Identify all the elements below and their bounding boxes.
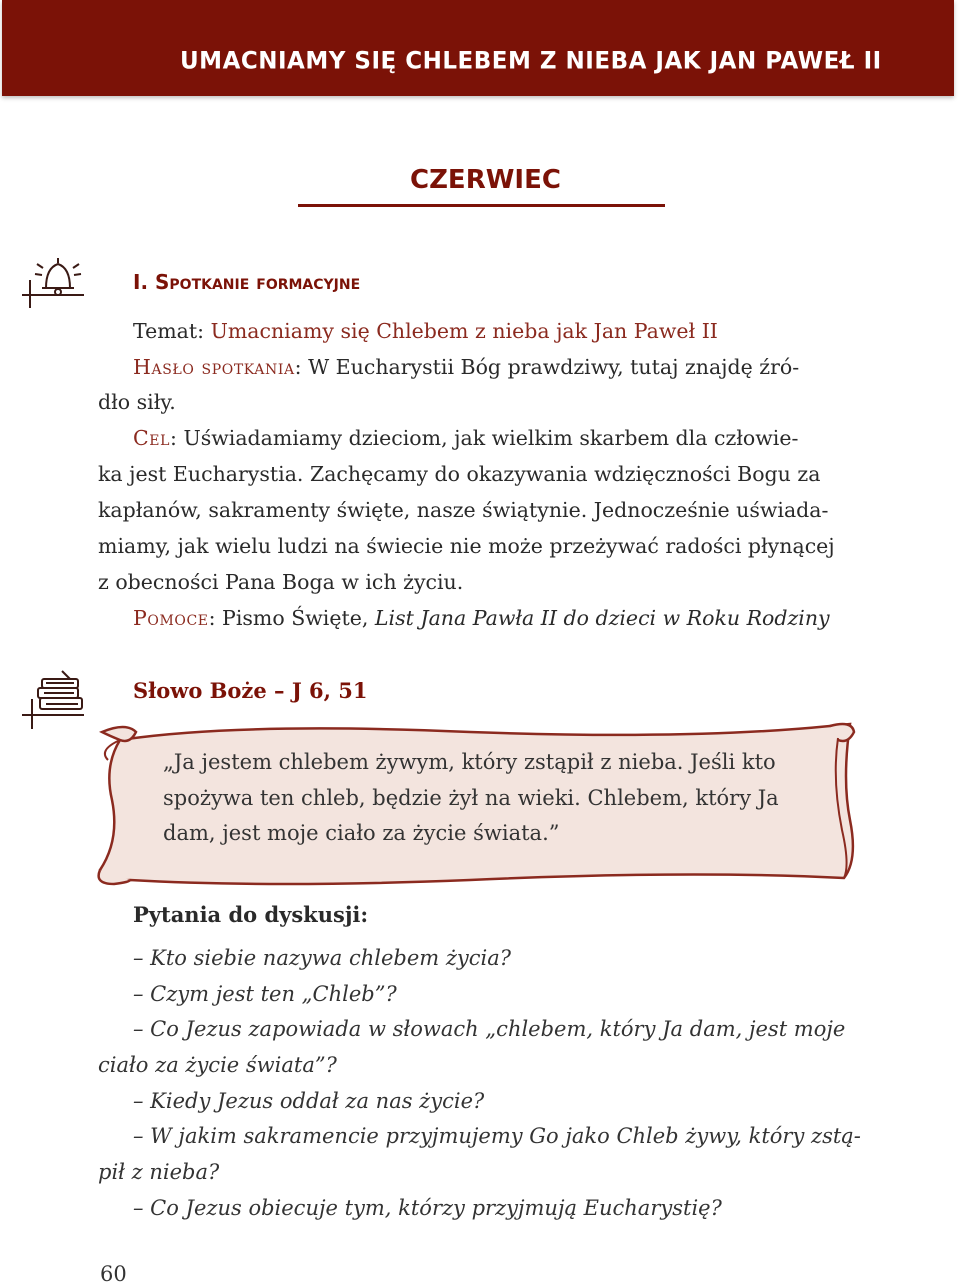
quote-line-2: spożywa ten chleb, będzie żył na wieki. Chlebem, który Ja [163,786,779,810]
quote-line-3: dam, jest moje ciało za życie świata.” [163,821,560,845]
slowo-boze-title: Słowo Boże – J 6, 51 [133,678,368,703]
question-1: – Kto siebie nazywa chlebem życia? [133,946,512,970]
question-3-cont: ciało za życie świata”? [98,1053,337,1077]
question-4: – Kiedy Jezus oddał za nas życie? [133,1089,485,1113]
page-header-bar [2,0,954,96]
cel-line-5: z obecności Pana Boga w ich życiu. [98,570,464,594]
temat-label: Temat: [133,319,205,343]
pytania-title: Pytania do dyskusji: [133,902,369,927]
section-title: I. Spotkanie formacyjne [133,270,361,294]
pomoce-line [133,605,830,631]
cel-line-4: miamy, jak wielu ludzi na świecie nie może przeżywać radości płynącej [98,534,835,558]
cel-text-1: : Uświadamiamy dzieciom, jak wielkim skarbem dla człowie- [170,426,799,450]
temat-value: Umacniamy się Chlebem z nieba jak Jan Paweł II [210,319,718,343]
question-6: – Co Jezus obiecuje tym, którzy przyjmują Eucharystię? [133,1196,722,1220]
pomoce-text: : Pismo Święte, [208,606,375,630]
cel-line-3: kapłanów, sakramenty święte, nasze świątynie. Jednocześnie uświada- [98,498,829,522]
pomoce-label: Pomoce [133,606,209,630]
question-5: – W jakim sakramencie przyjmujemy Go jako Chleb żywy, który zstą- [133,1124,861,1148]
bell-icon [18,250,88,310]
cel-line-2: ka jest Eucharystia. Zachęcamy do okazywania wdzięczności Bogu za [98,462,821,486]
month-title: CZERWIEC [410,165,561,195]
books-icon [18,665,90,733]
month-underline [298,204,665,207]
haslo-label: Hasło spotkania [133,355,295,379]
question-5-cont: pił z nieba? [98,1160,220,1184]
cel-line-1 [133,425,798,451]
haslo-text-1: : W Eucharystii Bóg prawdziwy, tutaj znajdę źró- [294,355,800,379]
cel-label: Cel [133,426,171,450]
haslo-line-1 [133,354,799,380]
temat-line [133,318,718,344]
question-3: – Co Jezus zapowiada w słowach „chlebem, który Ja dam, jest moje [133,1017,846,1041]
question-2: – Czym jest ten „Chleb”? [133,982,397,1006]
quote-line-1: „Ja jestem chlebem żywym, który zstąpił z nieba. Jeśli kto [163,750,776,774]
pomoce-italic: List Jana Pawła II do dzieci w Roku Rodziny [374,606,830,630]
haslo-line-2: dło siły. [98,390,176,414]
header-title: UMACNIAMY SIĘ CHLEBEM Z NIEBA JAK JAN PAWEŁ II [180,47,882,75]
page-number: 60 [100,1262,127,1286]
